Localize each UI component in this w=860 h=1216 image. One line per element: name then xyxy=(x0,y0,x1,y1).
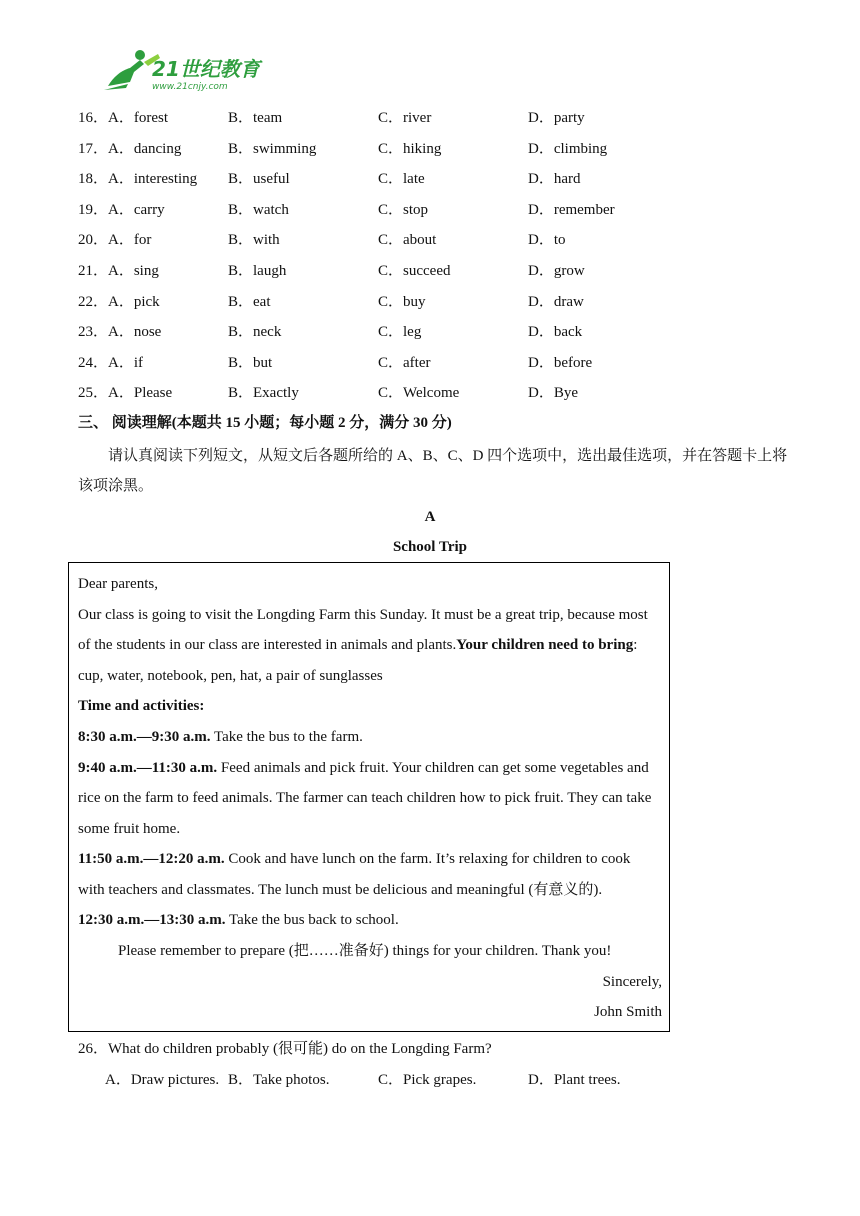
schedule-text: Take the bus back to school. xyxy=(225,912,399,928)
option-d: D．remember xyxy=(528,201,615,218)
passage-label: A xyxy=(424,509,436,525)
letter-line: rice on the farm to feed animals. The farmer can teach children how to pick fruit. They can take xyxy=(78,790,652,806)
option-b: B．watch xyxy=(228,201,289,218)
option-b: B．swimming xyxy=(228,140,317,157)
question-number: 17． xyxy=(78,140,109,157)
schedule-text: Cook and have lunch on the farm. It’s relaxing for children to cook xyxy=(224,851,631,867)
option-a: A．for xyxy=(108,232,152,249)
option-c: C．after xyxy=(378,354,431,371)
letter-bold-text: Your children need to bring xyxy=(456,637,634,653)
option-a: A．interesting xyxy=(108,171,198,188)
question-number: 20． xyxy=(78,232,109,249)
question-number: 25． xyxy=(78,385,109,402)
schedule-item xyxy=(78,727,668,747)
option-c: C．late xyxy=(378,171,425,188)
option-a: A．Please xyxy=(108,385,173,402)
question-number-option-a xyxy=(78,139,181,159)
instructions: 请认真阅读下列短文，从短文后各题所给的 A、B、C、D 四个选项中，选出最佳选项，并在答题卡上将该项涂黑。 xyxy=(78,448,788,494)
letter-closing: Please remember to prepare (把……准备好) things for your children. Thank you! xyxy=(118,943,612,959)
schedule-item xyxy=(78,758,668,778)
letter-signature: John Smith xyxy=(594,1004,662,1020)
option-c: C．buy xyxy=(378,293,426,310)
option-c: C．Welcome xyxy=(378,385,460,402)
question-number-option-a xyxy=(78,353,143,373)
question-number-option-a xyxy=(78,169,197,189)
option-b: B．useful xyxy=(228,171,290,188)
logo-text: 21世纪教育 xyxy=(152,57,260,81)
question-number-option-a xyxy=(78,322,161,342)
option-d: D．to xyxy=(528,232,566,249)
option-d: D．before xyxy=(528,354,593,371)
option-d: D．Plant trees. xyxy=(528,1072,621,1088)
option-c: C．about xyxy=(378,232,437,249)
question-number-option-a xyxy=(78,261,159,281)
option-c: C．succeed xyxy=(378,263,451,279)
time-heading: Time and activities: xyxy=(78,698,205,714)
option-d: D．climbing xyxy=(528,140,608,157)
option-b: B．but xyxy=(228,354,273,371)
question-stem: 26．What do children probably (很可能) do on the Longding Farm? xyxy=(78,1041,492,1057)
option-d: D．grow xyxy=(528,263,585,279)
letter-line: some fruit home. xyxy=(78,821,181,837)
question-number: 23． xyxy=(78,324,109,341)
schedule-text: Feed animals and pick fruit. Your children can get some vegetables and xyxy=(217,760,649,776)
option-c: C．leg xyxy=(378,324,422,341)
letter-line xyxy=(78,635,668,655)
option-b: B．laugh xyxy=(228,263,287,279)
schedule-time: 12:30 a.m.—13:30 a.m. xyxy=(78,912,226,928)
logo-subtext: www.21cnjy.com xyxy=(152,82,228,92)
schedule-time: 11:50 a.m.—12:20 a.m. xyxy=(78,851,225,867)
option-b: B．Exactly xyxy=(228,385,299,402)
letter-text: : xyxy=(633,637,638,653)
schedule-item xyxy=(78,910,668,930)
question-number-option-a xyxy=(78,108,168,128)
question-number: 22． xyxy=(78,293,109,310)
option-a: A．dancing xyxy=(108,140,182,157)
option-d: D．back xyxy=(528,324,583,341)
question-number: 19． xyxy=(78,201,109,218)
option-c: C．hiking xyxy=(378,140,442,157)
passage-title: School Trip xyxy=(392,539,468,555)
schedule-item xyxy=(78,849,668,869)
question-number: 21． xyxy=(78,263,109,279)
option-a: A．nose xyxy=(108,324,162,341)
schedule-time: 9:40 a.m.—11:30 a.m. xyxy=(78,760,218,776)
letter-line: Our class is going to visit the Longding Farm this Sunday. It must be a great trip, because most xyxy=(78,607,648,623)
option-d: D．hard xyxy=(528,171,581,188)
option-a: A．sing xyxy=(108,263,159,279)
letter-text: of the students in our class are interested in animals and plants. xyxy=(78,637,457,653)
option-b: B．with xyxy=(228,232,280,249)
letter-line: with teachers and classmates. The lunch must be delicious and meaningful (有意义的). xyxy=(78,882,603,898)
option-b: B．neck xyxy=(228,324,282,341)
schedule-text: Take the bus to the farm. xyxy=(210,729,363,745)
option-b: B．eat xyxy=(228,293,271,310)
question-number: 24． xyxy=(78,354,109,371)
option-b: B．team xyxy=(228,110,283,126)
question-number-option-a xyxy=(78,292,160,312)
letter-greeting: Dear parents, xyxy=(78,576,158,592)
question-number: 18． xyxy=(78,171,109,188)
option-b: B．Take photos. xyxy=(228,1072,330,1088)
section-heading: 三、 阅读理解(本题共 15 小题；每小题 2 分，满分 30 分) xyxy=(78,415,452,431)
letter-sign-off: Sincerely, xyxy=(602,974,662,990)
letter-line: cup, water, notebook, pen, hat, a pair of sunglasses xyxy=(78,668,383,684)
option-d: D．draw xyxy=(528,293,584,310)
question-number: 16． xyxy=(78,110,109,126)
option-a: A．pick xyxy=(108,293,160,310)
question-number-option-a xyxy=(78,383,172,403)
option-c: C．stop xyxy=(378,201,429,218)
option-a: A．carry xyxy=(108,201,165,218)
question-number-option-a xyxy=(78,200,165,220)
option-a: A．forest xyxy=(108,110,169,126)
option-c: C．Pick grapes. xyxy=(378,1072,477,1088)
question-number-option-a xyxy=(78,230,151,250)
option-d: D．party xyxy=(528,110,585,126)
site-logo xyxy=(100,46,270,94)
schedule-time: 8:30 a.m.—9:30 a.m. xyxy=(78,729,211,745)
option-c: C．river xyxy=(378,110,432,126)
option-a: A．if xyxy=(108,354,144,371)
option-d: D．Bye xyxy=(528,385,578,402)
option-a: A．Draw pictures. xyxy=(105,1072,220,1088)
